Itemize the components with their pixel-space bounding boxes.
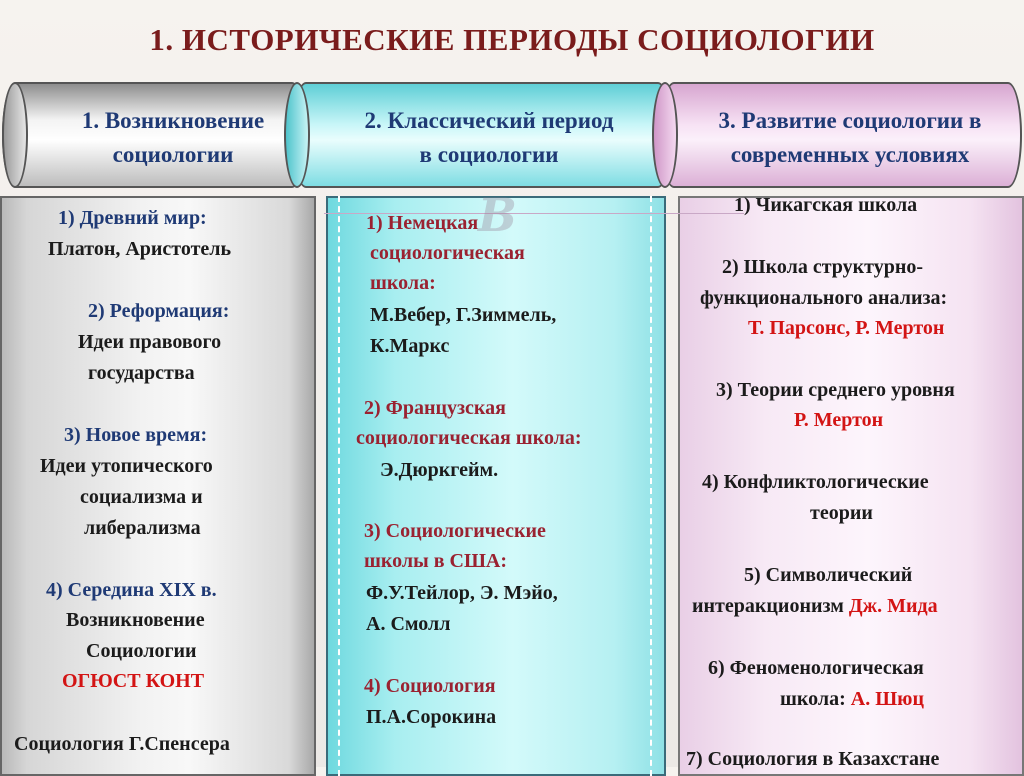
header-classical-line2: в социологии xyxy=(419,142,559,167)
c3-symbolic: 5) Символический xyxy=(744,564,913,586)
watermark-logo: B xyxy=(478,188,517,242)
c1-modern-heading: 3) Новое время: xyxy=(64,424,208,446)
c2-sorokin-text: П.А.Сорокина xyxy=(366,706,497,728)
c2-german-text: К.Маркс xyxy=(370,335,450,357)
c2-usa-heading: 3) Социологические xyxy=(364,520,546,542)
c3-chicago: 1) Чикагская школа xyxy=(734,194,918,216)
c3-kazakhstan: 7) Социология в Казахстане xyxy=(686,748,940,770)
c2-usa-text: А. Смолл xyxy=(366,613,451,635)
c1-midxix-text: Возникновение xyxy=(66,609,205,631)
c3-middle-range-author: Р. Мертон xyxy=(794,409,884,431)
c2-french-text: Э.Дюркгейм. xyxy=(380,459,499,481)
c1-spencer: Социология Г.Спенсера xyxy=(14,733,230,755)
c2-french-heading: 2) Французская xyxy=(364,397,506,419)
c2-german-text: М.Вебер, Г.Зиммель, xyxy=(370,304,557,326)
c3-structural-authors: Т. Парсонс, Р. Мертон xyxy=(748,317,945,339)
c3-conflict: 4) Конфликтологические xyxy=(702,471,929,493)
header-modern-line1: 3. Развитие социологии в xyxy=(718,108,982,133)
c3-phenomenology xyxy=(780,684,924,714)
c3-conflict: теории xyxy=(810,502,873,524)
cylinder-cap xyxy=(652,82,678,188)
c1-midxix-text: Социологии xyxy=(86,640,197,662)
c1-modern-text: социализма и xyxy=(80,486,203,508)
header-modern-line2: современных условиях xyxy=(730,142,970,167)
cylinder-cap xyxy=(284,82,310,188)
c3-phenomenology-text: школа: xyxy=(780,688,846,710)
cylinder-cap xyxy=(2,82,28,188)
c1-modern-text: Идеи утопического xyxy=(40,455,213,477)
dashed-divider-right xyxy=(650,196,652,776)
c1-ancient-text: Платон, Аристотель xyxy=(48,238,232,260)
c1-reformation-heading: 2) Реформация: xyxy=(88,300,230,322)
header-origin-line2: социологии xyxy=(112,142,234,167)
header-classical xyxy=(292,82,672,188)
c2-sorokin-heading: 4) Социология xyxy=(364,675,496,697)
c1-ancient-heading: 1) Древний мир: xyxy=(58,207,207,229)
c3-structural: функционального анализа: xyxy=(700,287,948,309)
header-classical-line1: 2. Классический период xyxy=(364,108,614,133)
c3-phenomenology-author: А. Шюц xyxy=(850,688,924,710)
c3-middle-range: 3) Теории среднего уровня xyxy=(716,379,955,401)
c1-reformation-text: Идеи правового xyxy=(78,331,222,353)
c1-comte: ОГЮСТ КОНТ xyxy=(62,670,205,692)
c3-symbolic-author: Дж. Мида xyxy=(848,595,938,617)
dashed-divider-left xyxy=(338,196,340,776)
c1-modern-text: либерализма xyxy=(84,517,201,539)
c3-symbolic-text: интеракционизм xyxy=(692,595,844,617)
c3-phenomenology: 6) Феноменологическая xyxy=(708,657,924,679)
header-origin xyxy=(2,82,306,188)
c2-german-heading: школа: xyxy=(370,272,436,294)
header-origin-line1: 1. Возникновение xyxy=(81,108,265,133)
page-title: 1. ИСТОРИЧЕСКИЕ ПЕРИОДЫ СОЦИОЛОГИИ xyxy=(149,22,875,57)
c3-structural: 2) Школа структурно- xyxy=(722,256,924,278)
c2-french-heading: социологическая школа: xyxy=(356,427,582,449)
c2-german-heading: социологическая xyxy=(370,242,525,264)
c1-reformation-text: государства xyxy=(88,362,195,384)
c2-usa-heading: школы в США: xyxy=(364,550,508,572)
c2-german-heading: 1) Немецкая xyxy=(366,212,479,234)
c1-midxix-heading: 4) Середина XIX в. xyxy=(46,579,217,601)
header-modern xyxy=(660,82,1022,188)
c2-usa-text: Ф.У.Тейлор, Э. Мэйо, xyxy=(366,582,558,604)
c3-symbolic xyxy=(692,591,938,621)
